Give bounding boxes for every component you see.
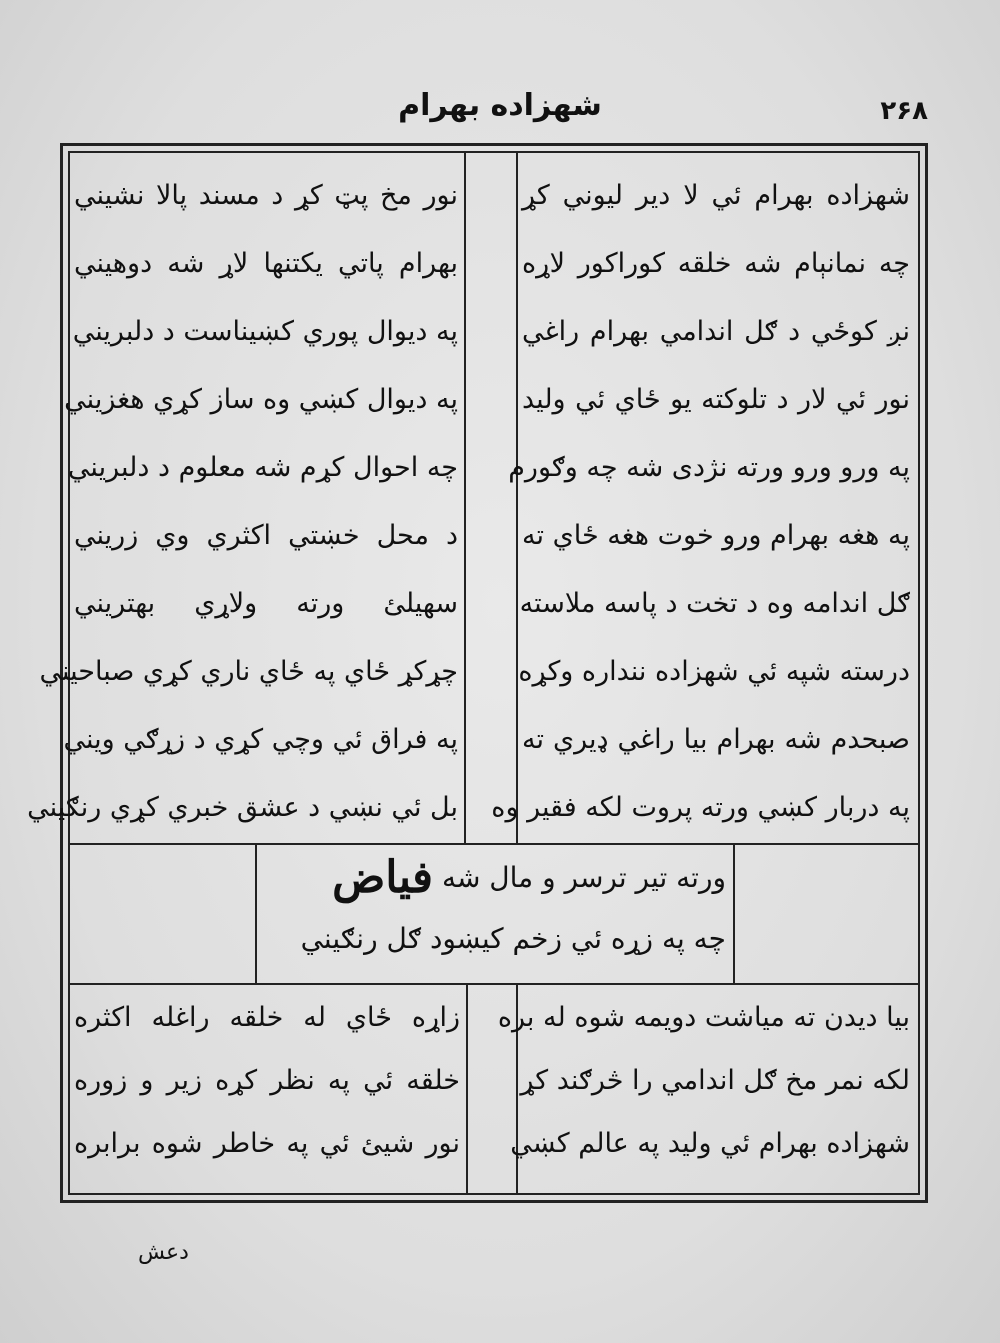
verse-line: په دربار كښي ورته پروت لكه فقير وه <box>491 792 910 823</box>
verse-line: په ورو ورو ورته نژدى شه چه وګورم <box>508 452 910 483</box>
verse-line: نور ئي لار د تلوكته يو ځاي ئي وليد <box>522 384 910 415</box>
verse-line: په هغه بهرام ورو خوت هغه ځاي ته <box>522 520 910 551</box>
verse-line: درسته شپه ئي شهزاده ننداره وكړه <box>518 656 910 687</box>
middle-box-right-rule <box>733 843 735 983</box>
top-column-divider-right <box>516 151 518 843</box>
verse-line: په فراق ئي وچي كړي د زړګي ويني <box>63 724 458 755</box>
verse-line: سهيلئ ورته ولاړي بهتريني <box>74 588 458 619</box>
verse-line: چه نمانېام شه خلقه كوراكور لاړه <box>522 248 910 279</box>
verse-line: نږ كوځي د ګل اندامي بهرام راغي <box>522 316 910 347</box>
verse-line: بهرام پاتي يكتنها لاړ شه دوهيني <box>74 248 458 279</box>
verse-line: لكه نمر مخ ګل اندامي را څرګند كړ <box>520 1065 910 1096</box>
verse-line: په ديوال پوري كښيناست د دلبريني <box>72 316 458 347</box>
page-number: ۲۶۸ <box>880 96 928 126</box>
top-right-column <box>491 160 910 840</box>
verse-line: شهزاده بهرام ئي وليد په عالم كښي <box>510 1128 910 1159</box>
top-left-column <box>27 160 458 840</box>
catchword: دعش <box>138 1240 189 1265</box>
middle-band-bottom-rule <box>68 983 920 985</box>
bottom-left-column <box>74 990 460 1190</box>
verse-line: بيا ديدن ته مياشت دويمه شوه له بره <box>497 1002 910 1033</box>
verse-line: ګل اندامه وه د تخت د پاسه ملاسته <box>519 588 910 619</box>
verse-line: په ديوال كښي وه ساز كړي هغزيني <box>64 384 458 415</box>
signature-line-1 <box>262 852 726 912</box>
middle-box-left-rule <box>255 843 257 983</box>
verse-line: نور مخ پټ كړ د مسند پالا نشيني <box>74 180 458 211</box>
signature-line-1-text: ورته تير ترسر و مال شه <box>441 861 726 894</box>
verse-line: صبحدم شه بهرام بيا راغي ډيري ته <box>522 724 910 755</box>
verse-line: نور شيئ ئي په خاطر شوه برابره <box>74 1128 460 1159</box>
verse-line: چړكړ ځاي په ځاي ناري كړي صباحيني <box>39 656 458 687</box>
page-title: شهزاده بهرام <box>398 88 602 123</box>
signature-line-2: چه په زړه ئي زخم كيښود ګل رنګيني <box>300 922 726 955</box>
middle-band-top-rule <box>68 843 920 845</box>
bottom-column-divider-left <box>466 983 468 1195</box>
verse-line: زاړه ځاي له خلقه راغله اكثره <box>74 1002 460 1033</box>
verse-line: بل ئي نښي د عشق خبري كړي رنګيني <box>27 792 458 823</box>
verse-line: شهزاده بهرام ئي لا دير ليوني كړ <box>522 180 910 211</box>
bottom-right-column <box>497 990 910 1190</box>
poet-name: فياض <box>332 852 434 903</box>
top-column-divider-left <box>464 151 466 843</box>
verse-line: د محل خښتي اكثري وي زريني <box>74 520 458 551</box>
verse-line: خلقه ئي په نظر كړه زير و زوره <box>74 1065 460 1096</box>
verse-line: چه احوال كړم شه معلوم د دلبريني <box>67 452 458 483</box>
